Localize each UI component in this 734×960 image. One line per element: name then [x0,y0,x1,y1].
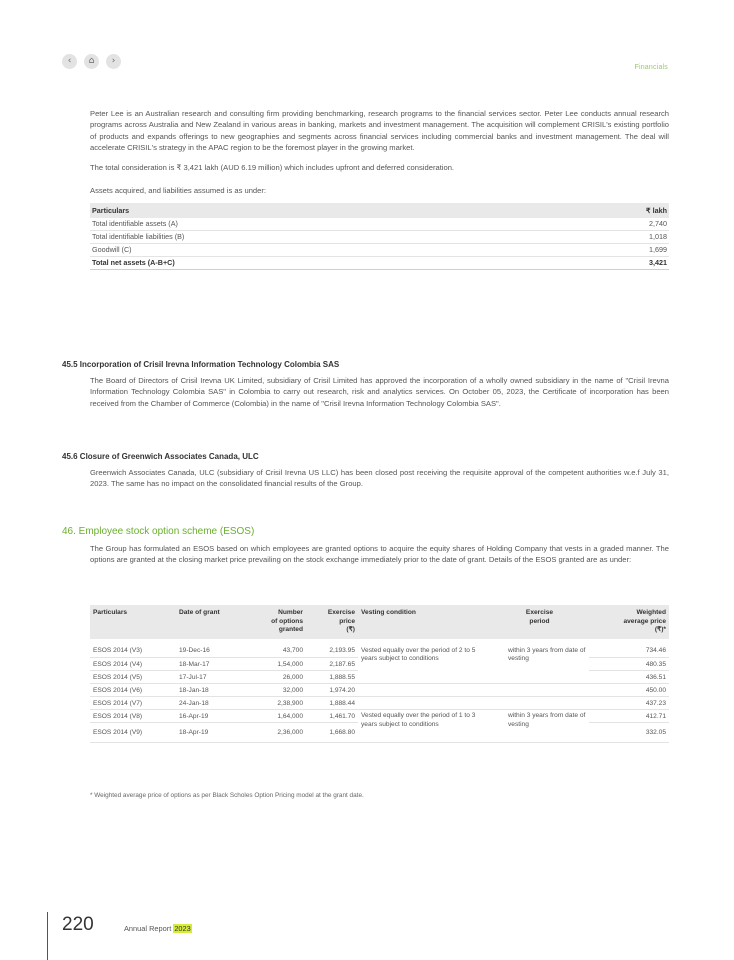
exercise-period-group-1: within 3 years from date of vesting [490,645,589,684]
section-tag[interactable]: Financials [634,64,668,71]
col-particulars: Particulars [90,203,550,218]
row-label: Total identifiable liabilities (B) [90,230,550,243]
vesting-condition-group-2: Vested equally over the period of 1 to 3 years subject to conditions [358,710,490,743]
table-row: ESOS 2014 (V7) 24-Jan-18 2,38,900 1,888.44 437.23 [90,697,669,710]
total-amount: 3,421 [550,256,669,269]
vesting-condition-group-1: Vested equally over the period of 2 to 5 years subject to conditions [358,645,490,684]
table-row: ESOS 2014 (V5) 17-Jul-17 26,000 1,888.55 436.51 [90,671,669,684]
table-row: ESOS 2014 (V6) 18-Jan-18 32,000 1,974.20 450.00 [90,684,669,697]
heading-45-5: 45.5 Incorporation of Crisil Irevna Information Technology Colombia SAS [62,360,340,369]
table-row: ESOS 2014 (V9) 18-Apr-19 2,36,000 1,668.80 332.05 [90,723,669,743]
table-row [90,243,669,256]
main-content [90,108,669,270]
report-year: 2023 [174,924,191,933]
consideration-paragraph: The total consideration is ₹ 3,421 lakh (AUD 6.19 million) which includes upfront and deferred consideration. [90,163,455,173]
heading-46: 46. Employee stock option scheme (ESOS) [62,526,255,537]
col-amount: ₹ lakh [550,203,669,218]
row-amount: 1,699 [550,243,669,256]
heading-45-6: 45.6 Closure of Greenwich Associates Canada, ULC [62,452,259,461]
home-icon[interactable]: ⌂ [84,54,99,69]
table-row [90,218,669,231]
footnote: * Weighted average price of options as per Black Scholes Option Pricing model at the grant date. [90,792,364,799]
table-row: ESOS 2014 (V3) 19-Dec-16 43,700 2,193.95 Vested equally over the period of 2 to 5 years subject to conditions within 3 years from date of vesting 734.46 [90,645,669,658]
page-number: 220 [62,914,94,935]
exercise-period-group-2: within 3 years from date of vesting [490,710,589,743]
col-date-of-grant: Date of grant [176,605,242,639]
col-weighted-average-price: Weighted average price (₹)* [589,605,669,639]
col-exercise-period: Exercise period [490,605,589,639]
page-nav [62,54,121,69]
row-label: Total identifiable assets (A) [90,218,550,231]
col-exercise-price: Exercise price (₹) [306,605,358,639]
row-label: Goodwill (C) [90,243,550,256]
col-particulars: Particulars [90,605,176,639]
section-45-6-body: Greenwich Associates Canada, ULC (subsidiary of Crisil Irevna US LLC) has been closed post receiving the requisite approval of the competent authorities w.e.f July 31, 2023. The same has no impact on the consolidated financial results of the Group. [90,468,669,489]
esos-table [90,605,669,743]
table-row [90,230,669,243]
section-45-5-body: The Board of Directors of Crisil Irevna UK Limited, subsidiary of Crisil Limited has approved the incorporation of a wholly owned subsidiary in the name of "Crisil Irevna Information Technology Colombia SAS" in Colombia to carry out research, risk and analytics services. On October 05, 2023, the Certificate of incorporation has been received from the Chamber of Commerce (Colombia) in the name of "Crisil Irevna Information Technology Colombia SAS". [90,376,669,408]
row-amount: 2,740 [550,218,669,231]
footer-divider [47,912,48,960]
section-46-body: The Group has formulated an ESOS based on which employees are granted options to acquire the equity shares of Holding Company that vests in a graded manner. The options are granted at the closing market price prevailing on the stock exchange immediately prior to the date of grant. Details of the ESOS granted are as under: [90,544,669,565]
table-total-row [90,256,669,269]
table-row: ESOS 2014 (V4) 18-Mar-17 1,54,000 2,187.65 480.35 [90,658,669,671]
col-number-of-options: Number of options granted [242,605,306,639]
intro-paragraph: Peter Lee is an Australian research and consulting firm providing benchmarking, research programs to the financial services sector. Peter Lee conducts annual research programs across Australia and New Zealand in various areas in banking, markets and investment management. The acquisition will complement CRISIL's existing portfolio of products and expands offerings to new geographies and segments across financial services including commercial banks and investment management. The deal will accelerate CRISIL's strategy in the APAC region to be the foremost player in the growing market. [90,109,669,152]
report-label: Annual Report 2023 [124,924,191,933]
row-amount: 1,018 [550,230,669,243]
col-vesting-condition: Vesting condition [358,605,490,639]
table-row: ESOS 2014 (V8) 16-Apr-19 1,64,000 1,461.70 Vested equally over the period of 1 to 3 years subject to conditions within 3 years from date of vesting 412.71 [90,710,669,723]
chevron-right-icon[interactable]: › [106,54,121,69]
total-label: Total net assets (A-B+C) [90,256,550,269]
chevron-left-icon[interactable]: ‹ [62,54,77,69]
assets-table [90,203,669,270]
assets-intro-paragraph: Assets acquired, and liabilities assumed is as under: [90,186,267,196]
